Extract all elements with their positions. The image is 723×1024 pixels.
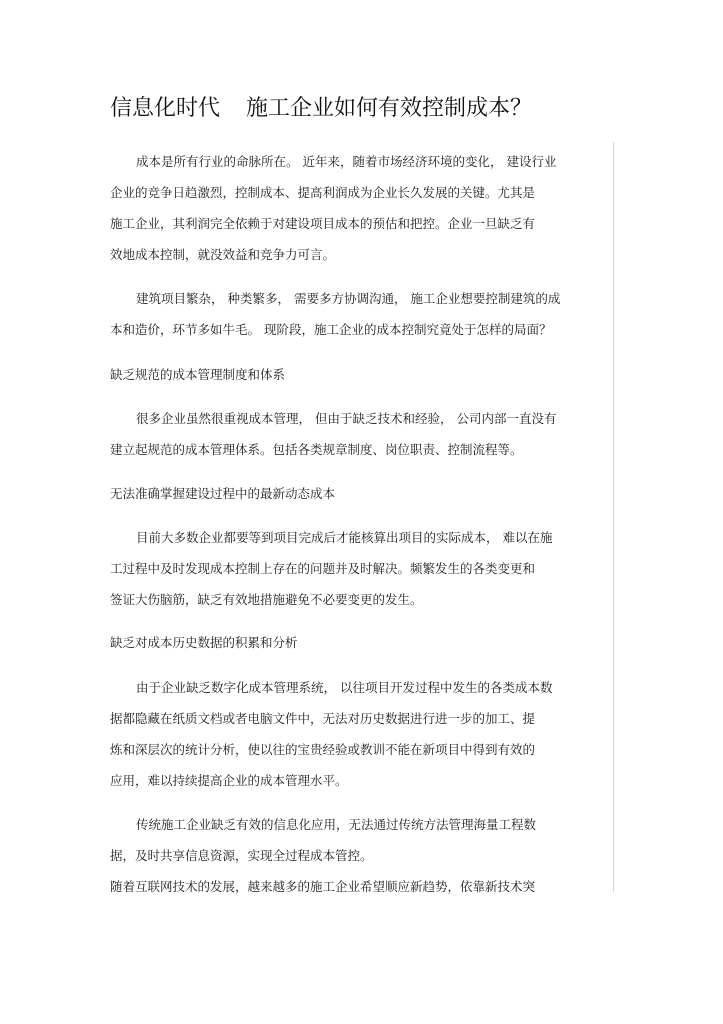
paragraph-4-line-3: 签证大伤脑筋，缺乏有效地措施避免不必要变更的发生。 bbox=[110, 592, 423, 607]
paragraph-4-line-2: 工过程中及时发现成本控制上存在的问题并及时解决。频繁发生的各类变更和 bbox=[110, 561, 536, 576]
page-title bbox=[110, 93, 532, 125]
paragraph-5-line-3: 炼和深层次的统计分析，使以往的宝贵经验或教训不能在新项目中得到有效的 bbox=[110, 742, 536, 757]
paragraph-5-line-2: 据都隐藏在纸质文档或者电脑文件中，无法对历史数据进行进一步的加工、提 bbox=[110, 711, 536, 726]
paragraph-4-line-1: 目前大多数企业都要等到项目完成后才能核算出项目的实际成本， 难以在施 bbox=[136, 530, 553, 545]
section-heading-1: 缺乏规范的成本管理制度和体系 bbox=[110, 367, 286, 382]
paragraph-2-line-1: 建筑项目繁杂， 种类繁多， 需要多方协调沟通， 施工企业想要控制建筑的成 bbox=[136, 291, 561, 306]
paragraph-6-line-1: 传统施工企业缺乏有效的信息化应用，无法通过传统方法管理海量工程数 bbox=[136, 817, 537, 832]
paragraph-1-line-1: 成本是所有行业的命脉所在。 近年来，随着市场经济环境的变化， 建设行业 bbox=[136, 154, 557, 169]
paragraph-5-line-1: 由于企业缺乏数字化成本管理系统， 以往项目开发过程中发生的各类成本数 bbox=[136, 680, 553, 695]
paragraph-1-line-4: 效地成本控制，就没效益和竞争力可言。 bbox=[110, 247, 336, 262]
paragraph-3-line-2: 建立起规范的成本管理体系。包括各类规章制度、岗位职责、控制流程等。 bbox=[110, 442, 523, 457]
title-part-1: 信息化时代 bbox=[110, 96, 221, 121]
paragraph-2-line-2: 本和造价，环节多如牛毛。 现阶段，施工企业的成本控制究竟处于怎样的局面？ bbox=[110, 322, 552, 337]
page-right-border bbox=[613, 142, 614, 892]
title-part-2: 施工企业如何有效控制成本？ bbox=[246, 96, 533, 121]
section-heading-3: 缺乏对成本历史数据的积累和分析 bbox=[110, 635, 298, 650]
paragraph-1-line-3: 施工企业，其利润完全依赖于对建设项目成本的预估和把控。企业一旦缺乏有 bbox=[110, 216, 536, 231]
paragraph-3-line-1: 很多企业虽然很重视成本管理， 但由于缺乏技术和经验， 公司内部一直没有 bbox=[136, 411, 557, 426]
paragraph-6-line-2: 据，及时共享信息资源，实现全过程成本管控。 bbox=[110, 848, 373, 863]
paragraph-1-line-2: 企业的竞争日趋激烈，控制成本、提高利润成为企业长久发展的关键。尤其是 bbox=[110, 185, 536, 200]
paragraph-5-line-4: 应用，难以持续提高企业的成本管理水平。 bbox=[110, 773, 348, 788]
paragraph-7-line-1: 随着互联网技术的发展，越来越多的施工企业希望顺应新趋势，依靠新技术突 bbox=[110, 879, 536, 894]
section-heading-2: 无法准确掌握建设过程中的最新动态成本 bbox=[110, 486, 336, 501]
